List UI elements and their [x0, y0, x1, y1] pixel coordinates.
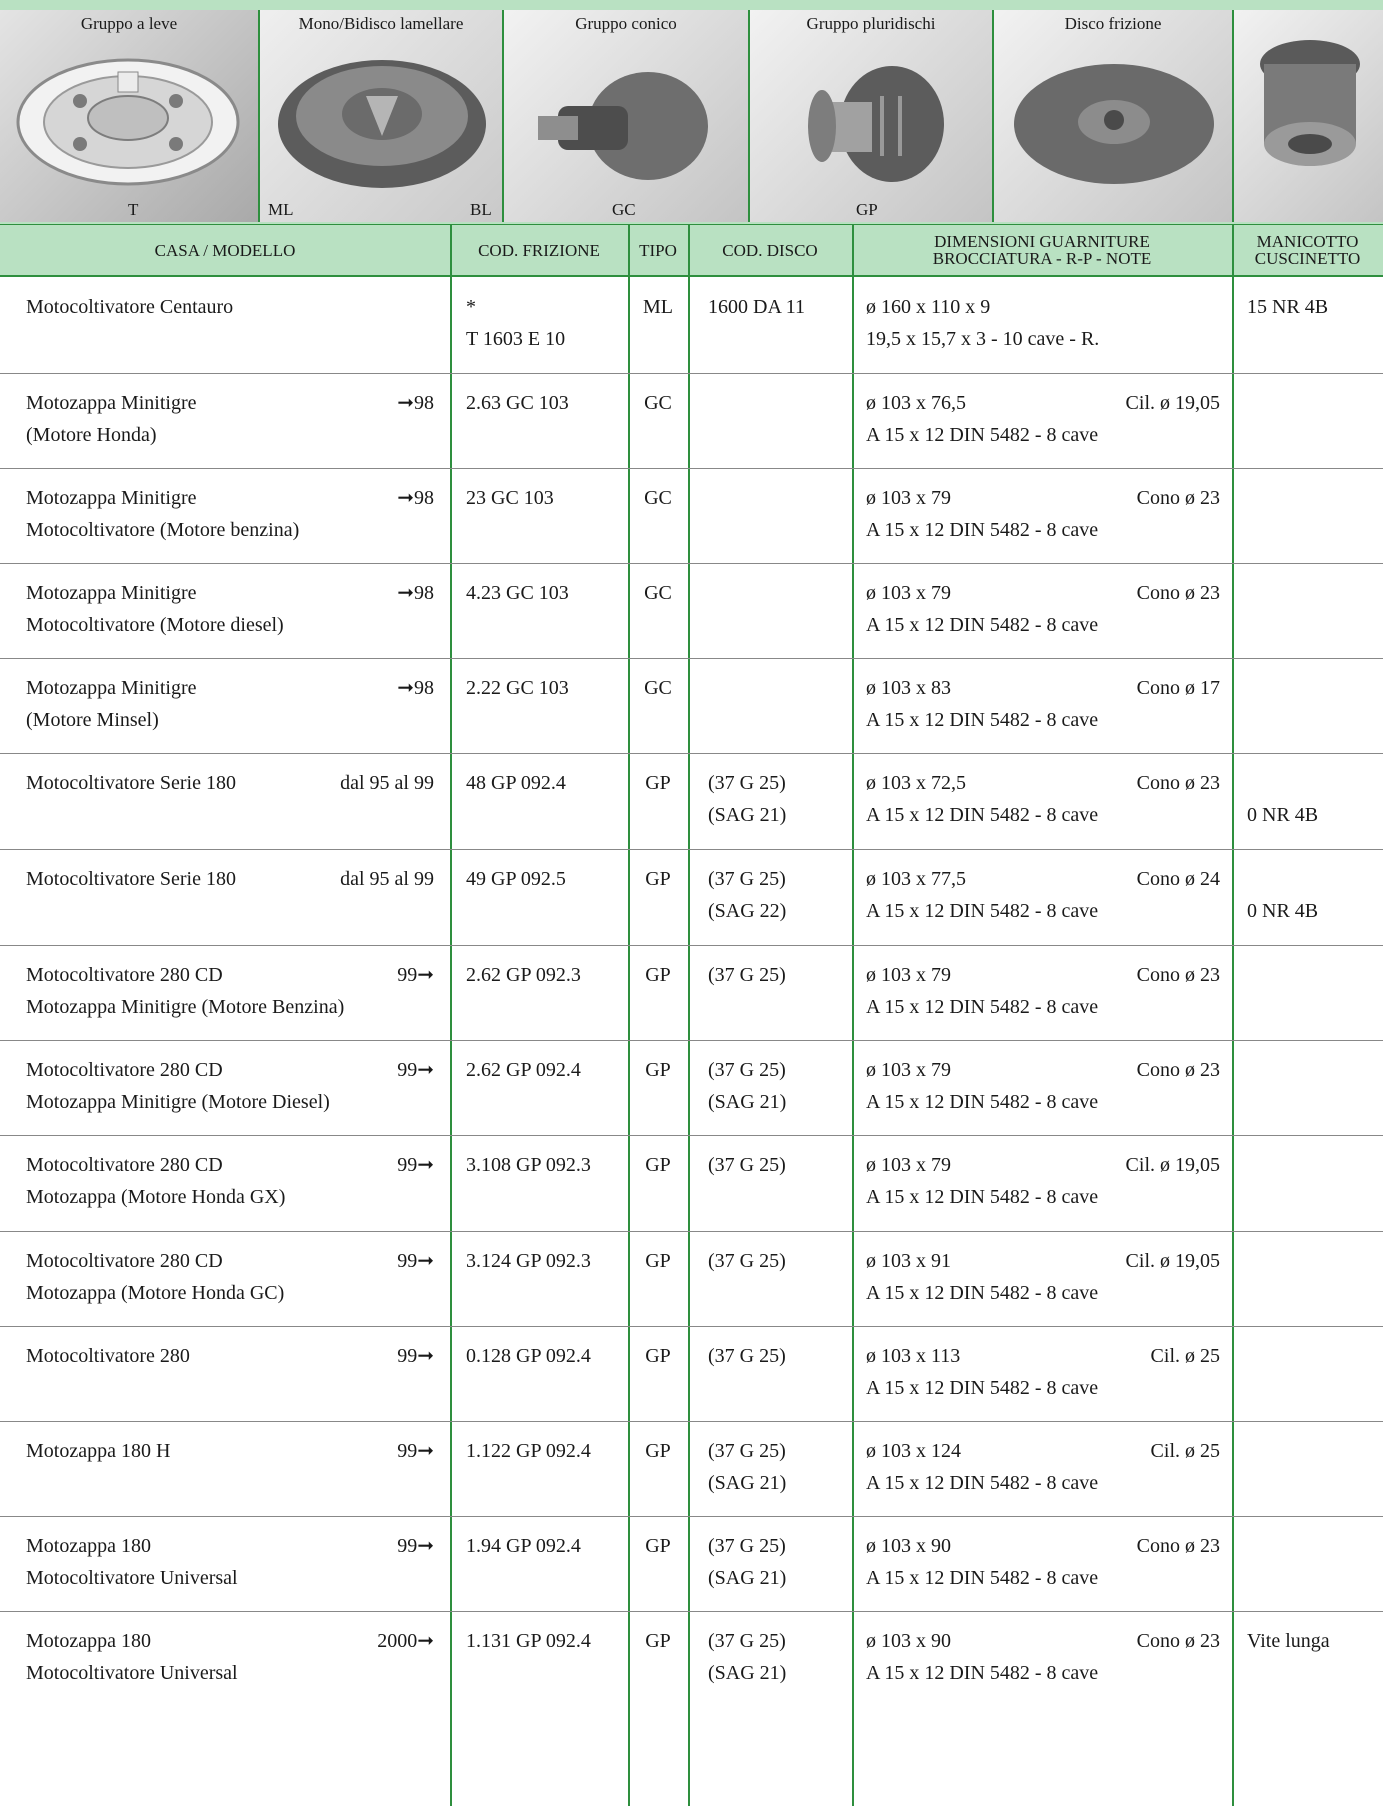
cell-disc2: (SAG 21) — [708, 804, 787, 826]
cell-dimR: Cil. ø 25 — [1150, 1345, 1220, 1367]
cell-dim1: ø 103 x 124 — [866, 1440, 961, 1462]
cell-dimR: Cil. ø 19,05 — [1125, 1250, 1220, 1272]
photo-tag: GP — [856, 200, 878, 219]
lever-clutch-illustration — [10, 46, 250, 206]
header-sleeve-line1: MANICOTTO — [1256, 232, 1359, 251]
header-dimensions-line1: DIMENSIONI GUARNITURE — [934, 232, 1150, 251]
cell-dim1: ø 103 x 79 — [866, 964, 951, 986]
mono-bidisc-illustration — [266, 46, 496, 196]
cell-dim1: ø 160 x 110 x 9 — [866, 296, 991, 318]
cell-model1: Motocoltivatore Serie 180 — [26, 772, 236, 794]
header-clutch-code: COD. FRIZIONE — [478, 240, 600, 260]
cell-clutch1: 1.122 GP 092.4 — [466, 1440, 591, 1462]
cell-year: ➞98 — [397, 392, 434, 414]
photo-caption: Gruppo a leve — [80, 14, 178, 33]
table-row — [0, 1516, 1383, 1612]
cell-model2: Motocoltivatore Universal — [26, 1662, 238, 1684]
cell-year: 99➞ — [397, 1250, 434, 1272]
cell-dim2: A 15 x 12 DIN 5482 - 8 cave — [866, 424, 1099, 446]
photo-multidisc-group — [748, 10, 992, 222]
cell-clutch1: * — [466, 296, 476, 318]
cell-disc2: (SAG 21) — [708, 1567, 787, 1589]
cell-dim1: ø 103 x 90 — [866, 1535, 951, 1557]
cell-model1: Motozappa 180 — [26, 1630, 151, 1652]
cell-dim2: A 15 x 12 DIN 5482 - 8 cave — [866, 709, 1099, 731]
cell-dim1: ø 103 x 113 — [866, 1345, 961, 1367]
table-row — [0, 1611, 1383, 1806]
cell-dimR: Cono ø 24 — [1136, 868, 1220, 890]
table-header — [0, 225, 1383, 277]
cell-dim2: A 15 x 12 DIN 5482 - 8 cave — [866, 1567, 1099, 1589]
cell-model1: Motocoltivatore 280 CD — [26, 964, 223, 986]
cell-disc1: (37 G 25) — [708, 964, 786, 986]
cell-model1: Motocoltivatore Centauro — [26, 296, 234, 318]
cell-dimR: Cil. ø 19,05 — [1125, 392, 1220, 414]
cell-disc1: 1600 DA 11 — [708, 296, 806, 318]
photo-mono-bidisc — [258, 10, 502, 222]
photo-conical-group — [502, 10, 748, 222]
cell-disc2: (SAG 21) — [708, 1472, 787, 1494]
photo-caption: Disco frizione — [1064, 14, 1162, 33]
cell-type: GP — [645, 1630, 671, 1652]
conical-group-illustration — [518, 46, 738, 196]
photo-release-bearing — [1232, 10, 1383, 222]
cell-model2: Motozappa (Motore Honda GC) — [26, 1282, 285, 1304]
cell-sleeve1: 15 NR 4B — [1247, 296, 1329, 318]
cell-year: ➞98 — [397, 677, 434, 699]
cell-clutch1: 2.63 GC 103 — [466, 392, 569, 414]
cell-type: GP — [645, 1440, 671, 1462]
cell-model1: Motocoltivatore Serie 180 — [26, 868, 236, 890]
cell-year: 99➞ — [397, 1154, 434, 1176]
cell-dim1: ø 103 x 72,5 — [866, 772, 966, 794]
cell-dim2: A 15 x 12 DIN 5482 - 8 cave — [866, 614, 1099, 636]
cell-disc1: (37 G 25) — [708, 1059, 786, 1081]
cell-dimR: Cono ø 23 — [1136, 772, 1220, 794]
cell-type: GC — [644, 487, 672, 509]
cell-dim2: A 15 x 12 DIN 5482 - 8 cave — [866, 1186, 1099, 1208]
cell-clutch1: 2.62 GP 092.4 — [466, 1059, 581, 1081]
cell-disc2: (SAG 22) — [708, 900, 787, 922]
cell-model1: Motocoltivatore 280 CD — [26, 1059, 223, 1081]
cell-type: GP — [645, 868, 671, 890]
cell-type: GP — [645, 772, 671, 794]
cell-dimR: Cono ø 23 — [1136, 1630, 1220, 1652]
cell-type: GP — [645, 1059, 671, 1081]
cell-type: GC — [644, 582, 672, 604]
cell-model1: Motozappa Minitigre — [26, 392, 197, 414]
cell-clutch1: 23 GC 103 — [466, 487, 554, 509]
cell-dim2: 19,5 x 15,7 x 3 - 10 cave - R. — [866, 328, 1100, 350]
cell-type: GC — [644, 677, 672, 699]
table-row — [0, 1326, 1383, 1422]
cell-type: GP — [645, 1250, 671, 1272]
cell-dim1: ø 103 x 79 — [866, 582, 951, 604]
cell-dimR: Cil. ø 25 — [1150, 1440, 1220, 1462]
header-dimensions-line2: BROCCIATURA - R-P - NOTE — [932, 249, 1152, 268]
cell-model2: Motocoltivatore (Motore diesel) — [26, 614, 284, 636]
table-row — [0, 1040, 1383, 1136]
cell-clutch1: 3.108 GP 092.3 — [466, 1154, 591, 1176]
cell-model1: Motocoltivatore 280 — [26, 1345, 190, 1367]
table-row — [0, 945, 1383, 1041]
cell-dimR: Cono ø 23 — [1136, 582, 1220, 604]
header-dimensions — [852, 225, 1232, 275]
release-bearing-illustration — [1240, 24, 1380, 214]
cell-dim1: ø 103 x 79 — [866, 1059, 951, 1081]
cell-type: GP — [645, 964, 671, 986]
cell-disc1: (37 G 25) — [708, 1440, 786, 1462]
cell-dim1: ø 103 x 79 — [866, 487, 951, 509]
cell-clutch1: 48 GP 092.4 — [466, 772, 566, 794]
cell-dim2: A 15 x 12 DIN 5482 - 8 cave — [866, 900, 1099, 922]
cell-model1: Motozappa Minitigre — [26, 582, 197, 604]
cell-model1: Motocoltivatore 280 CD — [26, 1250, 223, 1272]
cell-year: 99➞ — [397, 1535, 434, 1557]
cell-model2: Motozappa (Motore Honda GX) — [26, 1186, 286, 1208]
cell-model2: Motocoltivatore Universal — [26, 1567, 238, 1589]
cell-dimR: Cono ø 23 — [1136, 1059, 1220, 1081]
table-row — [0, 373, 1383, 469]
cell-model2: Motozappa Minitigre (Motore Diesel) — [26, 1091, 330, 1113]
header-type: TIPO — [639, 240, 677, 260]
cell-disc1: (37 G 25) — [708, 1535, 786, 1557]
cell-model2: Motozappa Minitigre (Motore Benzina) — [26, 996, 345, 1018]
photo-lever-clutch — [0, 10, 258, 222]
cell-dimR: Cono ø 23 — [1136, 1535, 1220, 1557]
cell-dim1: ø 103 x 76,5 — [866, 392, 966, 414]
cell-year: ➞98 — [397, 582, 434, 604]
cell-dimR: Cono ø 17 — [1136, 677, 1220, 699]
cell-dim2: A 15 x 12 DIN 5482 - 8 cave — [866, 1377, 1099, 1399]
cell-dim2: A 15 x 12 DIN 5482 - 8 cave — [866, 1472, 1099, 1494]
cell-disc1: (37 G 25) — [708, 1345, 786, 1367]
table-row — [0, 468, 1383, 564]
cell-disc1: (37 G 25) — [708, 1630, 786, 1652]
cell-year: 2000➞ — [377, 1630, 434, 1652]
cell-dim2: A 15 x 12 DIN 5482 - 8 cave — [866, 1091, 1099, 1113]
cell-clutch1: 2.22 GC 103 — [466, 677, 569, 699]
photo-tag: ML — [268, 200, 294, 219]
cell-dim2: A 15 x 12 DIN 5482 - 8 cave — [866, 804, 1099, 826]
photo-strip — [0, 0, 1383, 227]
cell-dim2: A 15 x 12 DIN 5482 - 8 cave — [866, 519, 1099, 541]
table-row — [0, 563, 1383, 659]
cell-dim2: A 15 x 12 DIN 5482 - 8 cave — [866, 1662, 1099, 1684]
cell-year: 99➞ — [397, 1345, 434, 1367]
cell-clutch1: 1.94 GP 092.4 — [466, 1535, 581, 1557]
cell-model1: Motozappa 180 — [26, 1535, 151, 1557]
photo-clutch-disc — [992, 10, 1232, 222]
cell-clutch1: 0.128 GP 092.4 — [466, 1345, 591, 1367]
table-row — [0, 1421, 1383, 1517]
cell-disc1: (37 G 25) — [708, 772, 786, 794]
cell-year: dal 95 al 99 — [340, 772, 434, 794]
cell-type: GP — [645, 1154, 671, 1176]
cell-dim1: ø 103 x 79 — [866, 1154, 951, 1176]
cell-dimR: Cono ø 23 — [1136, 964, 1220, 986]
cell-sleeve1: Vite lunga — [1247, 1630, 1330, 1652]
cell-type: GC — [644, 392, 672, 414]
table-row — [0, 658, 1383, 754]
cell-year: 99➞ — [397, 964, 434, 986]
cell-dim2: A 15 x 12 DIN 5482 - 8 cave — [866, 1282, 1099, 1304]
table-row — [0, 1135, 1383, 1232]
cell-clutch1: 1.131 GP 092.4 — [466, 1630, 591, 1652]
cell-disc2: (SAG 21) — [708, 1091, 787, 1113]
cell-clutch1: 49 GP 092.5 — [466, 868, 566, 890]
cell-dim2: A 15 x 12 DIN 5482 - 8 cave — [866, 996, 1099, 1018]
cell-type: GP — [645, 1345, 671, 1367]
cell-dim1: ø 103 x 83 — [866, 677, 951, 699]
multidisc-group-illustration — [762, 46, 982, 196]
cell-model2: Motocoltivatore (Motore benzina) — [26, 519, 300, 541]
cell-dim1: ø 103 x 91 — [866, 1250, 951, 1272]
cell-model2: (Motore Honda) — [26, 424, 157, 446]
cell-sleeve2: 0 NR 4B — [1247, 804, 1319, 826]
cell-disc2: (SAG 21) — [708, 1662, 787, 1684]
table-row — [0, 849, 1383, 946]
clutch-disc-illustration — [1004, 50, 1224, 200]
cell-dimR: Cono ø 23 — [1136, 487, 1220, 509]
cell-type: GP — [645, 1535, 671, 1557]
cell-clutch1: 3.124 GP 092.3 — [466, 1250, 591, 1272]
cell-model2: (Motore Minsel) — [26, 709, 159, 731]
cell-year: dal 95 al 99 — [340, 868, 434, 890]
cell-model1: Motozappa Minitigre — [26, 487, 197, 509]
cell-dim1: ø 103 x 90 — [866, 1630, 951, 1652]
photo-tag: BL — [470, 200, 492, 219]
header-model: CASA / MODELLO — [154, 240, 296, 260]
photo-caption: Gruppo conico — [575, 14, 677, 33]
table-row — [0, 753, 1383, 850]
header-disc-code: COD. DISCO — [722, 240, 818, 260]
cell-type: ML — [643, 296, 673, 318]
table-row — [0, 277, 1383, 374]
cell-dim1: ø 103 x 77,5 — [866, 868, 966, 890]
header-sleeve-line2: CUSCINETTO — [1254, 249, 1361, 268]
cell-year: 99➞ — [397, 1440, 434, 1462]
photo-tag: GC — [612, 200, 636, 219]
cell-model1: Motozappa Minitigre — [26, 677, 197, 699]
cell-clutch1: 4.23 GC 103 — [466, 582, 569, 604]
cell-disc1: (37 G 25) — [708, 868, 786, 890]
header-sleeve — [1232, 225, 1383, 275]
cell-dimR: Cil. ø 19,05 — [1125, 1154, 1220, 1176]
cell-clutch1: 2.62 GP 092.3 — [466, 964, 581, 986]
cell-disc1: (37 G 25) — [708, 1154, 786, 1176]
cell-model1: Motocoltivatore 280 CD — [26, 1154, 223, 1176]
cell-disc1: (37 G 25) — [708, 1250, 786, 1272]
cell-clutch2: T 1603 E 10 — [466, 328, 566, 350]
cell-year: 99➞ — [397, 1059, 434, 1081]
photo-tag: T — [128, 200, 139, 219]
cell-model1: Motozappa 180 H — [26, 1440, 171, 1462]
table-row — [0, 1231, 1383, 1327]
photo-caption: Mono/Bidisco lamellare — [298, 14, 464, 33]
cell-year: ➞98 — [397, 487, 434, 509]
photo-caption: Gruppo pluridischi — [806, 14, 936, 33]
cell-sleeve2: 0 NR 4B — [1247, 900, 1319, 922]
